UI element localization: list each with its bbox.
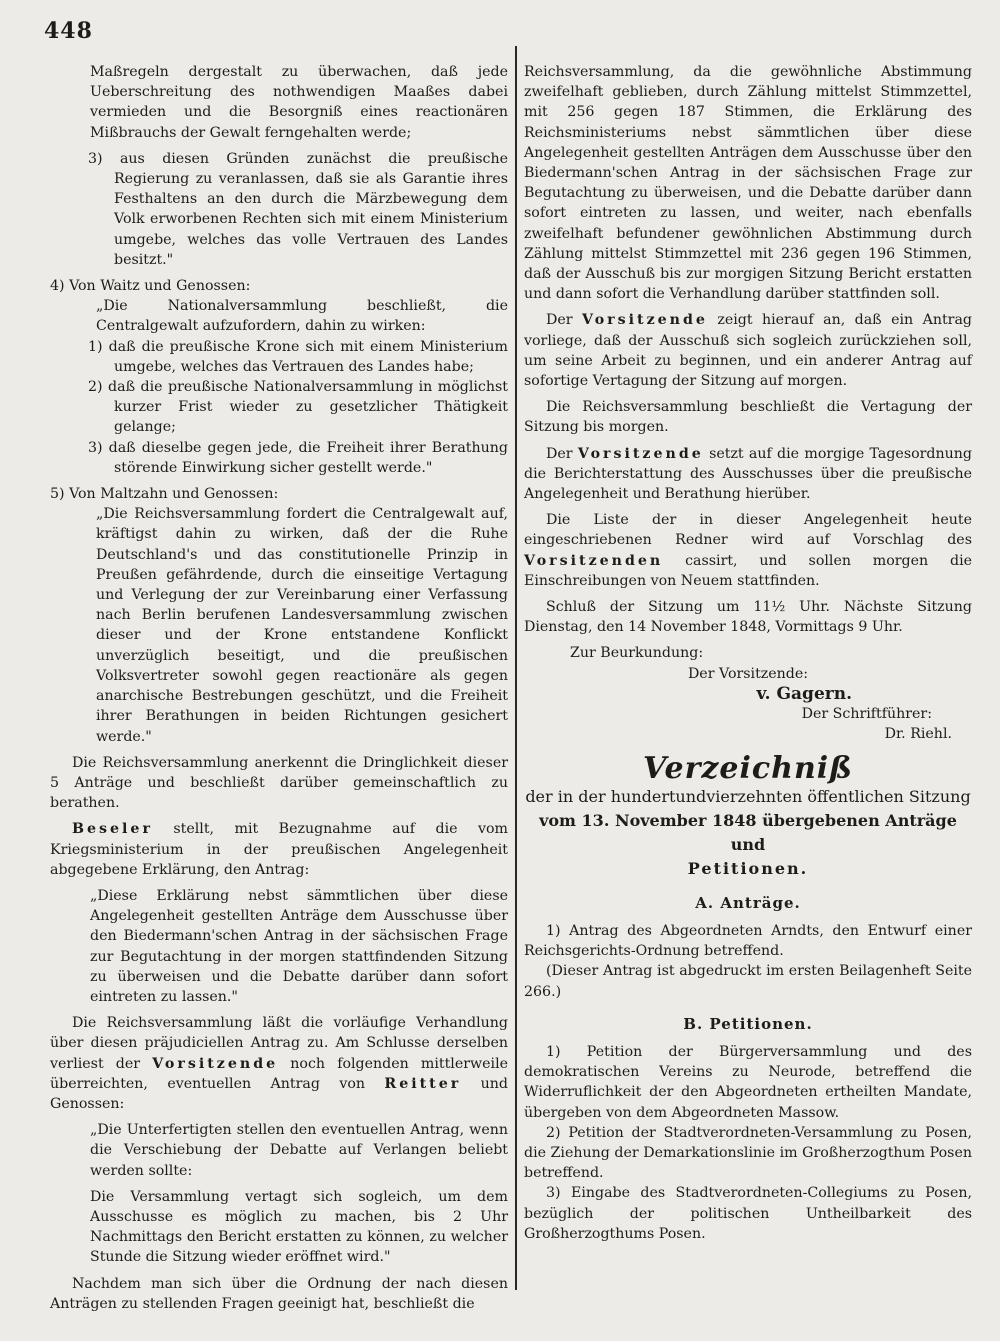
- maltzahn-text: „Die Reichsversammlung fordert die Centralgewalt auf, kräftigst dahin zu wirken, daß der die Ruhe Deutschland's und das constitutionelle Prinzip in Preußen gefährdende, durch die einseitige Vertagung und Verlegung der zur Vereinbarung einer Verfassung nach Berlin berufenen Landesversammlung zwischen dieser und der Krone entstandene Konflickt unverzüglich beseitigt, und die preußischen Volksvertreter sowohl gegen reactionäre als gegen anarchische Bestrebungen geschützt, und die Freiheit ihrer Berathungen in beiden Richtungen gesichert werde.": [96, 506, 508, 745]
- vorsitzender-anzeige: [524, 310, 972, 391]
- nachdem-paragraph: Nachdem man sich über die Ordnung der nach diesen Anträgen zu stellenden Fragen geeinigt hat, beschließt die: [50, 1275, 508, 1312]
- verzeichnis-title: Verzeichniß: [642, 750, 853, 786]
- p4-part-a: Der: [546, 445, 573, 462]
- right-column: [524, 62, 972, 1244]
- section-b-heading: B. Petitionen.: [683, 1014, 813, 1033]
- left-column: [50, 62, 508, 1314]
- waitz-heading: 4) Von Waitz und Genossen:: [50, 278, 251, 295]
- beseler-paragraph: [50, 819, 508, 880]
- p5-part-a: Die Liste der in dieser Angelegenheit heute eingeschriebenen Redner wird auf Vorschlag des: [524, 512, 972, 549]
- verzeichnis-subtitle-1: der in der hundertundvierzehnten öffentlichen Sitzung: [525, 786, 971, 806]
- gagern-signature: v. Gagern.: [756, 683, 852, 704]
- antrag-1-note: (Dieser Antrag ist abgedruckt im ersten Beilagenheft Seite 266.): [524, 963, 972, 1000]
- rednerliste-paragraph: [524, 510, 972, 591]
- section-a-heading: A. Anträge.: [695, 893, 801, 912]
- vorlaeufige-verhandlung: [50, 1013, 508, 1114]
- beseler-quote: „Diese Erklärung nebst sämmtlichen über diese Angelegenheit gestellten Anträge dem Ausschusse über den Biedermann'schen Antrag in der sächsischen Frage zur Begutachtung in der morgen stattfindenden Sitzung zu überweisen und die Debatte darüber dann sofort eintreten zu lassen.": [90, 887, 508, 1005]
- p5-part-b: cassirt, und sollen morgen die Einschreibungen von Neuem stattfinden.: [524, 552, 973, 589]
- petition-3: 3) Eingabe des Stadtverordneten-Collegiums zu Posen, bezüglich der politischen Untheilbarkeit des Großherzogthums Posen.: [524, 1185, 972, 1242]
- schriftfuehrer-label: Der Schriftführer:: [801, 706, 932, 723]
- schluss-paragraph: Schluß der Sitzung um 11½ Uhr. Nächste Sitzung Dienstag, den 14 November 1848, Vormittags 9 Uhr.: [524, 599, 972, 636]
- p2-vorsitzende: Vorsitzende: [582, 312, 708, 329]
- p5-vorsitzenden: Vorsitzenden: [524, 552, 664, 569]
- beseler-text: stellt, mit Bezugnahme auf die vom Kriegsministerium in der preußischen Angelegenheit abgegebene Erklärung, den Antrag:: [50, 821, 508, 878]
- item-continuation: Maßregeln dergestalt zu überwachen, daß jede Ueberschreitung des nothwendigen Maaßes dabei vermieden und die Besorgniß eines reactionären Mißbrauchs der Gewalt ferngehalten werde;: [90, 64, 508, 141]
- vorsitzende-word: Vorsitzende: [152, 1055, 279, 1072]
- antrag-1: 1) Antrag des Abgeordneten Arndts, den Entwurf einer Reichsgerichts-Ordnung betreffend.: [524, 922, 972, 960]
- p2-part-a: Der: [546, 312, 573, 329]
- vorlaeufig-part-b: noch folgenden mittlerweile überreichten, eventuellen Antrag von: [50, 1055, 509, 1092]
- petition-2: 2) Petition der Stadtverordneten-Versammlung zu Posen, die Ziehung der Demarkationslinie im Großherzogthum Posen betreffend.: [524, 1124, 972, 1182]
- vorlaeufig-part-a: Die Reichsversammlung läßt die vorläufige Verhandlung über diesen präjudiciellen Antrag zu. Am Schlusse derselben verliest der: [50, 1015, 508, 1072]
- beseler-name: Beseler: [72, 821, 153, 838]
- petition-1: 1) Petition der Bürgerversammlung und des demokratischen Vereins zu Neurode, betreffend die Widerruflichkeit der den Abgeordneten ertheilten Mandate, übergeben von dem Abgeordneten Massow.: [524, 1043, 972, 1121]
- riehl-signature: Dr. Riehl.: [884, 726, 952, 743]
- beurkundung-label: Zur Beurkundung:: [570, 645, 704, 662]
- vertagt-quote: Die Versammlung vertagt sich sogleich, um dem Ausschusse es möglich zu machen, bis 2 Uhr Nachmittags den Bericht erstatten zu können, zu welcher Stunde die Sitzung wieder eröffnet wird.": [90, 1188, 508, 1266]
- item-3: 3) aus diesen Gründen zunächst die preußische Regierung zu veranlassen, daß sie als Garantie ihres Festhaltens an den durch die Märzbewegung dem Volk erworbenen Rechten sich mit einem Ministerium umgebe, welches das volle Vertrauen des Landes besitzt.": [88, 150, 508, 268]
- reitter-name: Reitter: [384, 1075, 462, 1092]
- vertagung-paragraph: Die Reichsversammlung beschließt die Vertagung der Sitzung bis morgen.: [524, 399, 972, 436]
- waitz-point-2: 2) daß die preußische Nationalversammlung in möglichst kurzer Frist wieder zu gesetzlicher Thätigkeit gelange;: [88, 379, 508, 436]
- verzeichnis-subtitle-2: vom 13. November 1848 übergebenen Anträge und: [539, 810, 957, 854]
- der-vorsitzende-label: Der Vorsitzende:: [687, 665, 809, 682]
- dringlichkeit-paragraph: Die Reichsversammlung anerkennt die Dringlichkeit dieser 5 Anträge und beschließt darüber gemeinschaftlich zu berathen.: [50, 754, 508, 812]
- waitz-point-3: 3) daß dieselbe gegen jede, die Freiheit ihrer Berathung störende Einwirkung sicher gestellt werde.": [88, 439, 508, 476]
- waitz-intro: „Die Nationalversammlung beschließt, die Centralgewalt aufzufordern, dahin zu wirken:: [96, 298, 508, 335]
- p4-part-b: setzt auf die morgige Tagesordnung die Berichterstattung des Ausschusses über die preußische Angelegenheit und Berathung hierüber.: [524, 445, 973, 503]
- column-divider: [515, 46, 517, 1290]
- vorlaeufig-part-c: und Genossen:: [50, 1075, 509, 1112]
- eventuell-quote: „Die Unterfertigten stellen den eventuellen Antrag, wenn die Verschiebung der Debatte auf Verlangen beliebt werden sollte:: [90, 1122, 508, 1179]
- tagesordnung-paragraph: [524, 444, 972, 505]
- verzeichnis-subtitle-3: Petitionen.: [687, 858, 809, 878]
- page-number: 448: [44, 18, 93, 44]
- continuation-paragraph: Reichsversammlung, da die gewöhnliche Abstimmung zweifelhaft geblieben, durch Zählung mittelst Stimmzettel, mit 256 gegen 187 Stimmen, die Erklärung des Reichsministeriums nebst sämmtlichen über diese Angelegenheit gestellten Anträgen dem Ausschusse über den Biedermann'schen Antrag in der sächsischen Frage zur Begutachtung zu überweisen, und die Debatte darüber dann sofort eintreten zu lassen, und weiter, nach ebenfalls zweifelhaft befundener gewöhnlichen Abstimmung durch Zählung mittelst Stimmzettel mit 236 gegen 196 Stimmen, daß der Ausschuß bis zur morgigen Sitzung Bericht erstatten und dann sofort die Verhandlung darüber stattfinden soll.: [524, 64, 972, 303]
- p2-part-b: zeigt hierauf an, daß ein Antrag vorliege, daß der Ausschuß sich sogleich zurückziehen soll, um seine Arbeit zu beginnen, und ein anderer Antrag auf sofortige Vertagung der Sitzung auf morgen.: [524, 312, 972, 390]
- maltzahn-heading: 5) Von Maltzahn und Genossen:: [50, 486, 279, 503]
- p4-vorsitzende: Vorsitzende: [577, 445, 704, 462]
- waitz-point-1: 1) daß die preußische Krone sich mit einem Ministerium umgebe, welches das Vertrauen des Landes habe;: [88, 338, 508, 375]
